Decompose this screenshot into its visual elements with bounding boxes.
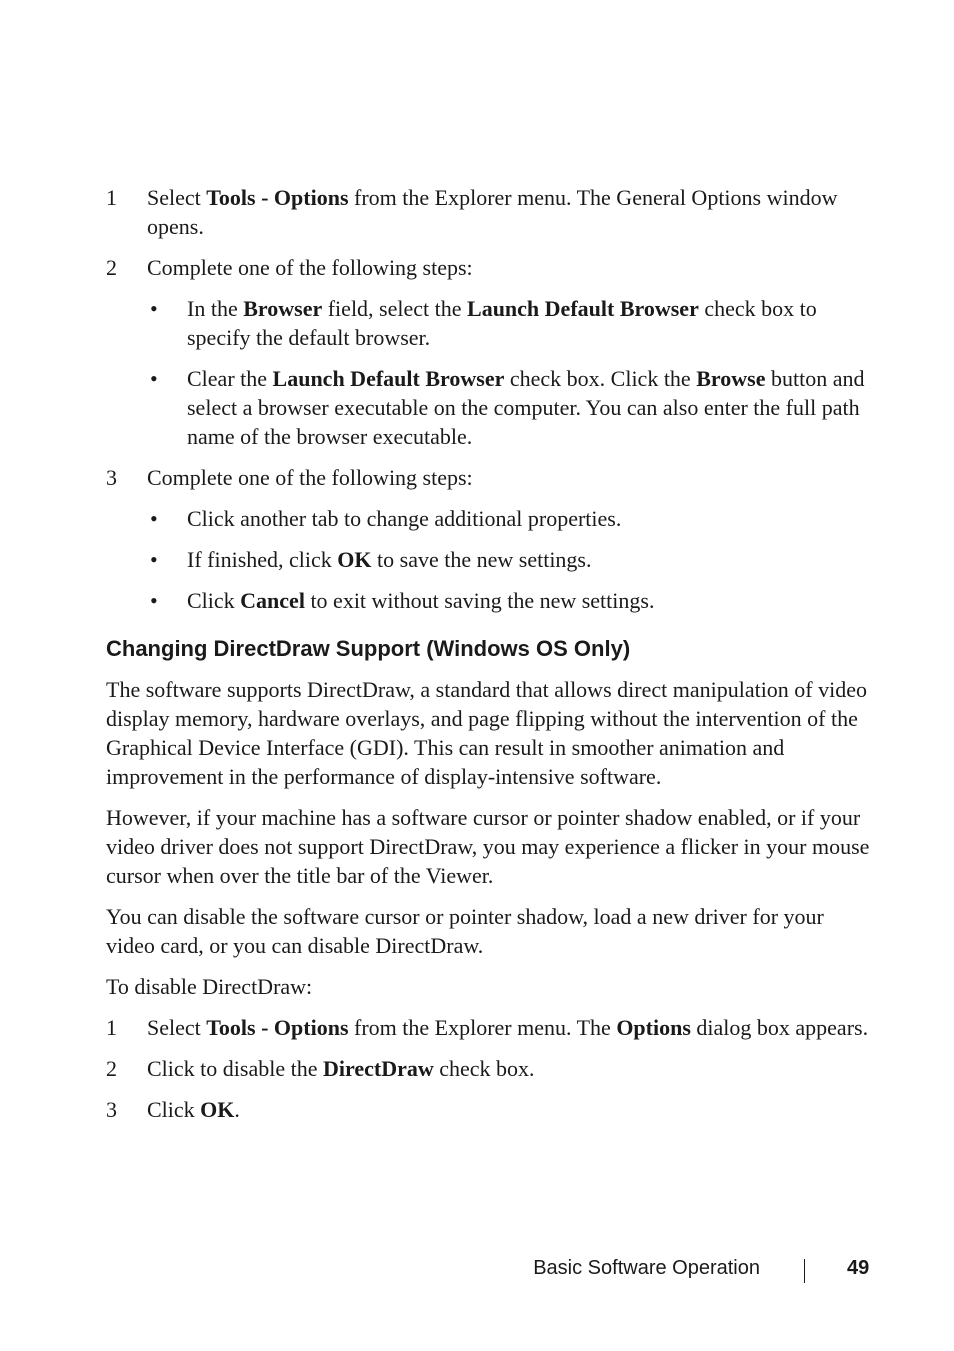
bullet-browse-executable [106, 364, 876, 451]
bullet-another-tab [106, 504, 876, 533]
step-number: 3 [106, 1097, 117, 1122]
section-heading: Changing DirectDraw Support (Windows OS Only) [106, 636, 631, 661]
bullet-click-ok [106, 545, 876, 574]
step-number: 2 [106, 1056, 117, 1081]
bullet-text: If finished, click OK to save the new settings. [187, 547, 592, 572]
step-text: Complete one of the following steps: [147, 465, 473, 490]
bullet-text: In the Browser field, select the Launch Default Browser check box to specify the default browser. [187, 296, 817, 350]
step-3-complete [106, 463, 876, 492]
step-number: 1 [106, 1015, 117, 1040]
bullet-marker: • [150, 296, 158, 321]
menu-reference: Tools - Options [206, 185, 349, 210]
step-text: Select Tools - Options from the Explorer menu. The Options dialog box appears. [147, 1015, 869, 1040]
step-3-click-ok [106, 1095, 876, 1124]
bullet-click-cancel [106, 586, 876, 615]
bullet-marker: • [150, 366, 158, 391]
step-2-complete [106, 253, 876, 282]
paragraph-flicker: However, if your machine has a software cursor or pointer shadow enabled, or if your video driver does not support DirectDraw, you may experience a flicker in your mouse cursor when over the title bar of the Viewer. [106, 805, 870, 888]
page-number: 49 [847, 1257, 870, 1279]
page-footer [0, 1257, 954, 1287]
footer-section-title: Basic Software Operation [533, 1257, 760, 1279]
footer-divider [804, 1259, 805, 1283]
step-text: Click OK. [147, 1097, 240, 1122]
paragraph-to-disable: To disable DirectDraw: [106, 974, 313, 999]
step-1-open-options-dialog [106, 1013, 876, 1042]
page-content [106, 183, 876, 1136]
bullet-text: Clear the Launch Default Browser check box. Click the Browse button and select a browser executable on the computer. You can also enter the full path name of the browser executable. [187, 366, 865, 449]
step-1-open-options [106, 183, 876, 241]
bullet-marker: • [150, 547, 158, 572]
paragraph-directdraw-intro: The software supports DirectDraw, a standard that allows direct manipulation of video display memory, hardware overlays, and page flipping without the intervention of the Graphical Device Interface (GDI). This can result in smoother animation and improvement in the performance of display-intensive software. [106, 677, 868, 789]
step-number: 1 [106, 185, 117, 210]
step-number: 2 [106, 255, 117, 280]
bullet-marker: • [150, 506, 158, 531]
bullet-text: Click Cancel to exit without saving the new settings. [187, 588, 655, 613]
step-2-disable-directdraw [106, 1054, 876, 1083]
step-text: Select Tools - Options from the Explorer menu. The General Options window opens. [147, 185, 838, 239]
step-number: 3 [106, 465, 117, 490]
paragraph-disable-options: You can disable the software cursor or pointer shadow, load a new driver for your video card, or you can disable DirectDraw. [106, 904, 824, 958]
bullet-marker: • [150, 588, 158, 613]
step-text: Click to disable the DirectDraw check box. [147, 1056, 535, 1081]
step-text: Complete one of the following steps: [147, 255, 473, 280]
bullet-text: Click another tab to change additional properties. [187, 506, 622, 531]
bullet-launch-default-browser [106, 294, 876, 352]
